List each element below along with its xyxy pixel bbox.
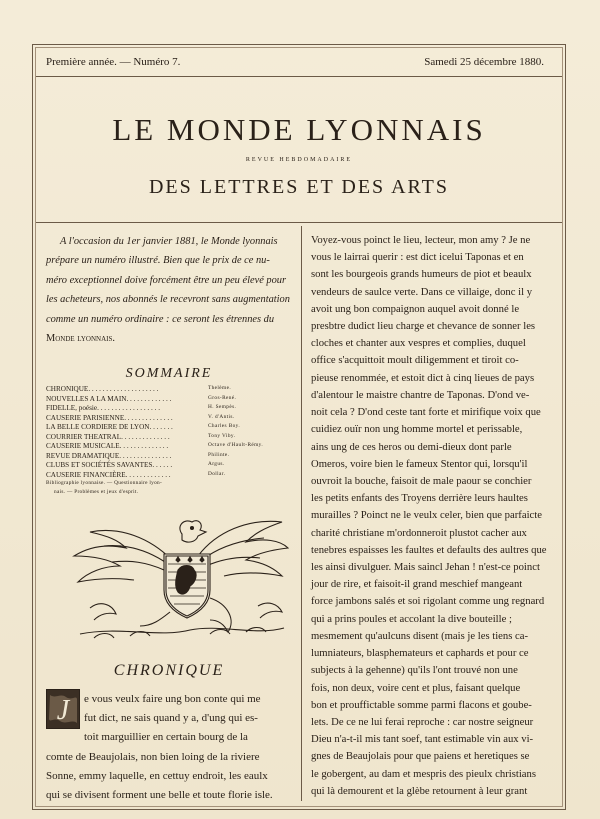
decorated-initial <box>46 689 80 729</box>
right-column-line: avoit ung bon compaignon auquel avoit donné le <box>311 302 520 315</box>
right-column-line: jour de rire, et faisoit-il grand meschief mangeant <box>311 578 523 591</box>
right-column-line: ains ung de ces heros ou demi-dieux dont parle <box>311 440 512 453</box>
column-divider <box>301 226 302 801</box>
intro-line: A l'occasion du 1er janvier 1881, le Monde lyonnais <box>60 236 278 247</box>
right-column-line: d'alentour le maistre chantre de Taponas. D'ond ve- <box>311 388 530 401</box>
sommaire-section: CLUBS ET SOCIÉTÉS SAVANTES. . . . . . <box>46 461 173 469</box>
sommaire-author: Dollar. <box>208 470 226 477</box>
right-column-line: lumniateurs, blasphemateurs et caphards et pour ce <box>311 647 529 660</box>
sommaire-author: Gros-René. <box>208 394 237 401</box>
header-rule <box>36 76 562 77</box>
sommaire-author: Philinte. <box>208 451 230 458</box>
right-column-line: cuidiez ouïr non ung homme mortel et perissable, <box>311 423 523 436</box>
sommaire-author: Charles Boy. <box>208 423 241 429</box>
right-column-line: murailles ? Poinct ne le veulx celer, bien que parfaicte <box>311 509 542 522</box>
sommaire-section: REVUE DRAMATIQUE. . . . . . . . . . . . . . . <box>46 451 172 460</box>
chronique-line: toit marguillier en certain bourg de la <box>84 731 248 743</box>
sommaire-entry <box>46 433 296 443</box>
right-column-line: charité christiane m'ordonneroit plustot cacher aux <box>311 526 527 539</box>
right-column-line: ouvroit la bouche, faisoit de male paour se conchier <box>311 474 532 487</box>
chronique-line: e vous veulx faire ung bon conte qui me <box>84 693 261 705</box>
sommaire-entry <box>46 404 296 414</box>
sommaire-section: CAUSERIE FINANCIÈRE. . . . . . . . . . . . . <box>46 470 171 479</box>
intro-line: méro exceptionnel doive forcément être un peu élevé pour <box>46 274 287 286</box>
sommaire-section: CAUSERIE MUSICALE. . . . . . . . . . . . . . <box>46 442 169 450</box>
right-column-line: subjects à la gehenne) qu'ils l'ont trouvé non une <box>311 664 518 677</box>
sommaire-note-line: Bibliographie lyonnaise. — Questionnaire lyon- <box>46 480 163 486</box>
sommaire-entry <box>46 442 296 452</box>
right-column-line: fois, non deux, voire cent et plus, faisant quelque <box>311 681 521 694</box>
svg-text:J: J <box>56 695 70 726</box>
sommaire-entry <box>46 395 296 405</box>
sommaire-author: Argus. <box>208 461 225 467</box>
right-column-line: vous le lairrai querir : est dict icelui Taponas et en <box>311 251 524 264</box>
sommaire-list <box>46 385 296 480</box>
sommaire-section: FIDELLE, poésie. . . . . . . . . . . . . . . . . . <box>46 404 160 412</box>
intro-line: préparе un numéro illustré. Bien que le prix de ce nu- <box>46 255 270 267</box>
sommaire-author: Tony Viby. <box>208 432 236 439</box>
intro-line: Monde lyonnais. <box>46 333 115 345</box>
sommaire-author: V. d'Antis. <box>208 413 235 420</box>
chronique-line: qui se divisent forment une belle et toute florie isle. <box>46 789 273 801</box>
right-column-line: pieuse renommée, et estoit dict à cinq lieues de pays <box>311 371 535 384</box>
sommaire-author: Octave d'Hault-Rémy. <box>208 442 264 448</box>
sommaire-entry <box>46 385 296 395</box>
right-column-line: le gobergent, au dam et mespris des pieulx christians <box>311 767 537 780</box>
right-column-line: vendeurs de saulce verte. Dans ce villaige, donc il y <box>311 285 533 298</box>
right-column-line: Voyez-vous poinct le lieu, lecteur, mon amy ? Je ne <box>311 234 531 246</box>
right-column-line: cloches et chanter aux vespres et complies, duquel <box>311 337 526 350</box>
right-column-line: mesmement qu'aulcuns disent (mais je les tiens ca- <box>311 629 529 642</box>
right-column-line: gnes de Beaujolais pour que paiens et heretiques se <box>311 750 530 763</box>
right-column-line: noit cela ? D'ond ceste tant forte et mirifique voix que <box>311 406 541 419</box>
sommaire-note <box>46 479 216 497</box>
sommaire-author: H. Sempès. <box>208 404 237 410</box>
intro-announcement <box>46 232 292 348</box>
intro-line: comme un numéro ordinaire : ce seront les étrennes du <box>46 313 275 325</box>
sommaire-section: NOUVELLES A LA MAIN. . . . . . . . . . . . . <box>46 394 172 403</box>
right-column-line: les petits enfants des Troyens derrière leurs haultes <box>311 492 528 505</box>
masthead-rule <box>36 222 562 223</box>
sommaire-entry <box>46 461 296 471</box>
right-column-line: sont les bourgeois grands humeurs de piot et beaulx <box>311 268 532 281</box>
chronique-line: comte de Beaujolais, non bien loing de la riviere <box>46 751 260 763</box>
right-column-line: Omeros, voire bien le fameux Stentor qui, lorsqu'il <box>311 457 528 470</box>
issue-number: Première année. — Numéro 7. <box>46 56 181 68</box>
sommaire-section: COURRIER THEATRAL. . . . . . . . . . . . . . <box>46 432 170 441</box>
right-column-line: Dieu n'a-t-il mis tant soef, tant estimable vin aux vi- <box>311 733 534 746</box>
masthead-title: LE MONDE LYONNAIS <box>112 112 486 147</box>
right-column-line: bon et prouffictable somme parmi flacons et goube- <box>311 698 532 711</box>
right-column-line: lets. De ce ne lui ferai reproche : car nostre seigneur <box>311 715 534 728</box>
chronique-line: fut dict, ne sais quand y a, d'ung qui es- <box>84 712 258 724</box>
right-column-line: qui là demourent et la glèbe retournent à leur grant <box>311 784 528 797</box>
right-column-line: presbtre dudict lieu charge et chevance de sonner les <box>311 320 536 333</box>
sommaire-note-line: nais. — Problèmes et jeux d'esprit. <box>54 489 139 495</box>
chronique-line: Sonne, emmy laquelle, en cettuy endroit, les eaulx <box>46 770 268 782</box>
sommaire-entry <box>46 423 296 433</box>
right-column-line: qui a prins poules et accolant la dive bouteille ; <box>311 612 512 625</box>
intro-line: les acheteurs, nos abonnés le recevront sans augmentation <box>46 294 290 306</box>
heraldic-griffin-vignette <box>60 508 292 646</box>
sommaire-section: LA BELLE CORDIERE DE LYON. . . . . . . <box>46 423 173 431</box>
sommaire-heading: SOMMAIRE <box>125 366 213 381</box>
sommaire-section: CAUSERIE PARISIENNE. . . . . . . . . . . . . . <box>46 413 173 422</box>
masthead-subtitle: REVUE HEBDOMADAIRE <box>245 157 353 163</box>
masthead-tagline: DES LETTRES ET DES ARTS <box>148 176 449 198</box>
right-column-line: office s'acquittoit moult diligemment et tiroit co- <box>311 354 519 367</box>
right-column-line: tenebres espaisses les faultes et defaults des aultres que <box>311 543 547 556</box>
sommaire-entry <box>46 414 296 424</box>
right-column-line: force jambons salés et soi rigolant comme ung regnard <box>311 595 545 608</box>
sommaire-section: CHRONIQUE. . . . . . . . . . . . . . . . . . . . <box>46 385 159 393</box>
sommaire-entry <box>46 452 296 462</box>
right-column-line: les ainsi divulguer. Mais saincl Jehan ! n'est-ce poinct <box>311 561 540 574</box>
issue-date: Samedi 25 décembre 1880. <box>424 56 544 68</box>
chronique-heading: CHRONIQUE <box>113 662 225 679</box>
sommaire-author: Thelème. <box>208 385 232 391</box>
